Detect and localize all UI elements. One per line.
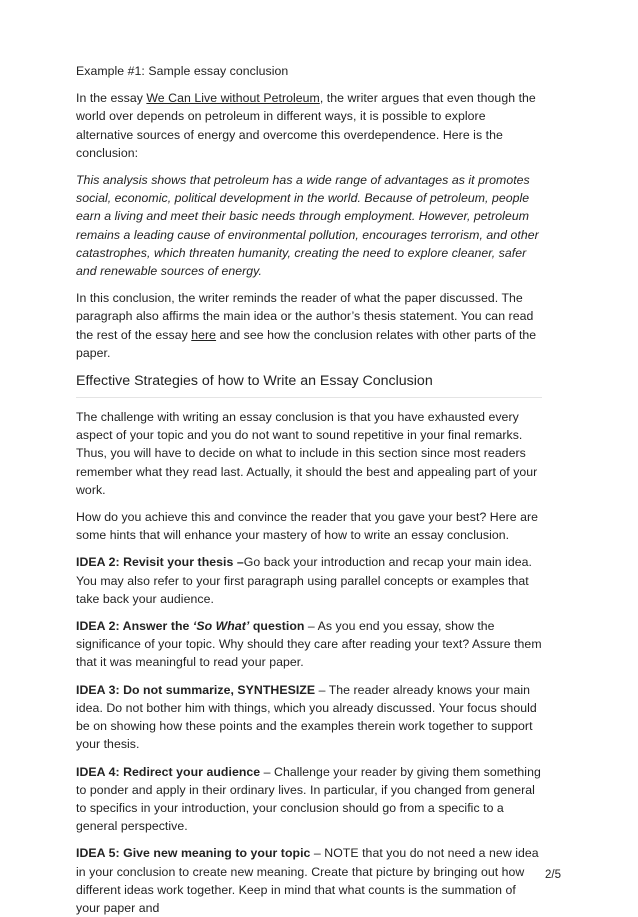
example-title: Example #1: Sample essay conclusion bbox=[76, 64, 289, 78]
document-page bbox=[76, 62, 542, 917]
idea-label: IDEA 4: Redirect your audience bbox=[76, 764, 261, 779]
section-heading: Effective Strategies of how to Write an Essay Conclusion bbox=[76, 371, 542, 398]
explanation-prefix: In this conclusion, the writer reminds the reader of what the paper discussed. The paragraph also affirms the main idea or the author’s thesis statement. You can read the rest of the essay bbox=[76, 291, 534, 342]
hints-paragraph: How do you achieve this and convince the reader that you gave your best? Here are some hints that will enhance your mastery of how to write an essay conclusion. bbox=[76, 510, 539, 543]
idea-label bbox=[76, 619, 304, 633]
challenge-paragraph: The challenge with writing an essay conclusion is that you have exhausted every aspect of your topic and you do not want to sound repetitive in your final remarks. Thus, you will have to decide on what to include in this section since most readers remember what they read last. Actually, it should the best and appealing part of your work. bbox=[76, 410, 538, 497]
idea-label-part: IDEA 2: Answer the bbox=[76, 619, 193, 634]
idea-label: IDEA 2: Revisit your thesis – bbox=[76, 555, 244, 570]
idea-redirect-audience bbox=[76, 763, 542, 836]
idea-label: IDEA 5: Give new meaning to your topic bbox=[76, 846, 311, 861]
here-link[interactable]: here bbox=[191, 327, 217, 342]
idea-text: – NOTE that you do not need a new idea in your conclusion to create new meaning. Create that picture by bringing out how different ideas work together. Keep in mind that what counts is the summation of your paper and bbox=[76, 846, 539, 915]
idea-revisit-thesis bbox=[76, 553, 542, 608]
explanation-suffix: and see how the conclusion relates with other parts of the paper. bbox=[76, 327, 537, 360]
idea-new-meaning bbox=[76, 844, 542, 917]
conclusion-quote: This analysis shows that petroleum has a wide range of advantages as it promotes social, economic, political development in the world. Because of petroleum, people earn a living and meet their basic needs through employment. However, petroleum remains a leading cause of environmental pollution, encourages terrorism, and other catastrophes, which threaten humanity, creating the need to explore cleaner, safer and renewable sources of energy. bbox=[76, 173, 539, 279]
idea-label: IDEA 3: Do not summarize, SYNTHESIZE bbox=[76, 682, 316, 697]
intro-suffix: , the writer argues that even though the world over depends on petroleum in different ways, it is possible to explore alternative sources of energy and overcome this overdependence. Here is the conclusion: bbox=[76, 91, 536, 160]
idea-text: Go back your introduction and recap your main idea. You may also refer to your first paragraph using parallel concepts or examples that take back your audience. bbox=[76, 555, 533, 606]
idea-text: – The reader already knows your main idea. Do not bother him with things, which you already discussed. Your focus should be on showing how these points and the examples therein work together to support your thesis. bbox=[76, 682, 537, 752]
idea-so-what bbox=[76, 617, 542, 672]
essay-link[interactable]: We Can Live without Petroleum bbox=[146, 91, 320, 106]
idea-label-emphasis: ‘So What’ bbox=[192, 619, 250, 634]
idea-text: – As you end you essay, show the significance of your topic. Why should they care after reading your text? Assure them that it was meaningful to read your paper. bbox=[76, 619, 542, 670]
idea-text: – Challenge your reader by giving them something to ponder and apply in their ordinary lives. In particular, if you changed from general to specifics in your introduction, your conclusion should go from a specific to a general perspective. bbox=[76, 764, 541, 834]
explanation-paragraph bbox=[76, 289, 542, 362]
intro-paragraph bbox=[76, 89, 542, 162]
intro-prefix: In the essay bbox=[76, 91, 147, 106]
idea-label-part: question bbox=[249, 619, 305, 634]
page-number: 2/5 bbox=[545, 869, 561, 881]
idea-synthesize bbox=[76, 681, 542, 754]
